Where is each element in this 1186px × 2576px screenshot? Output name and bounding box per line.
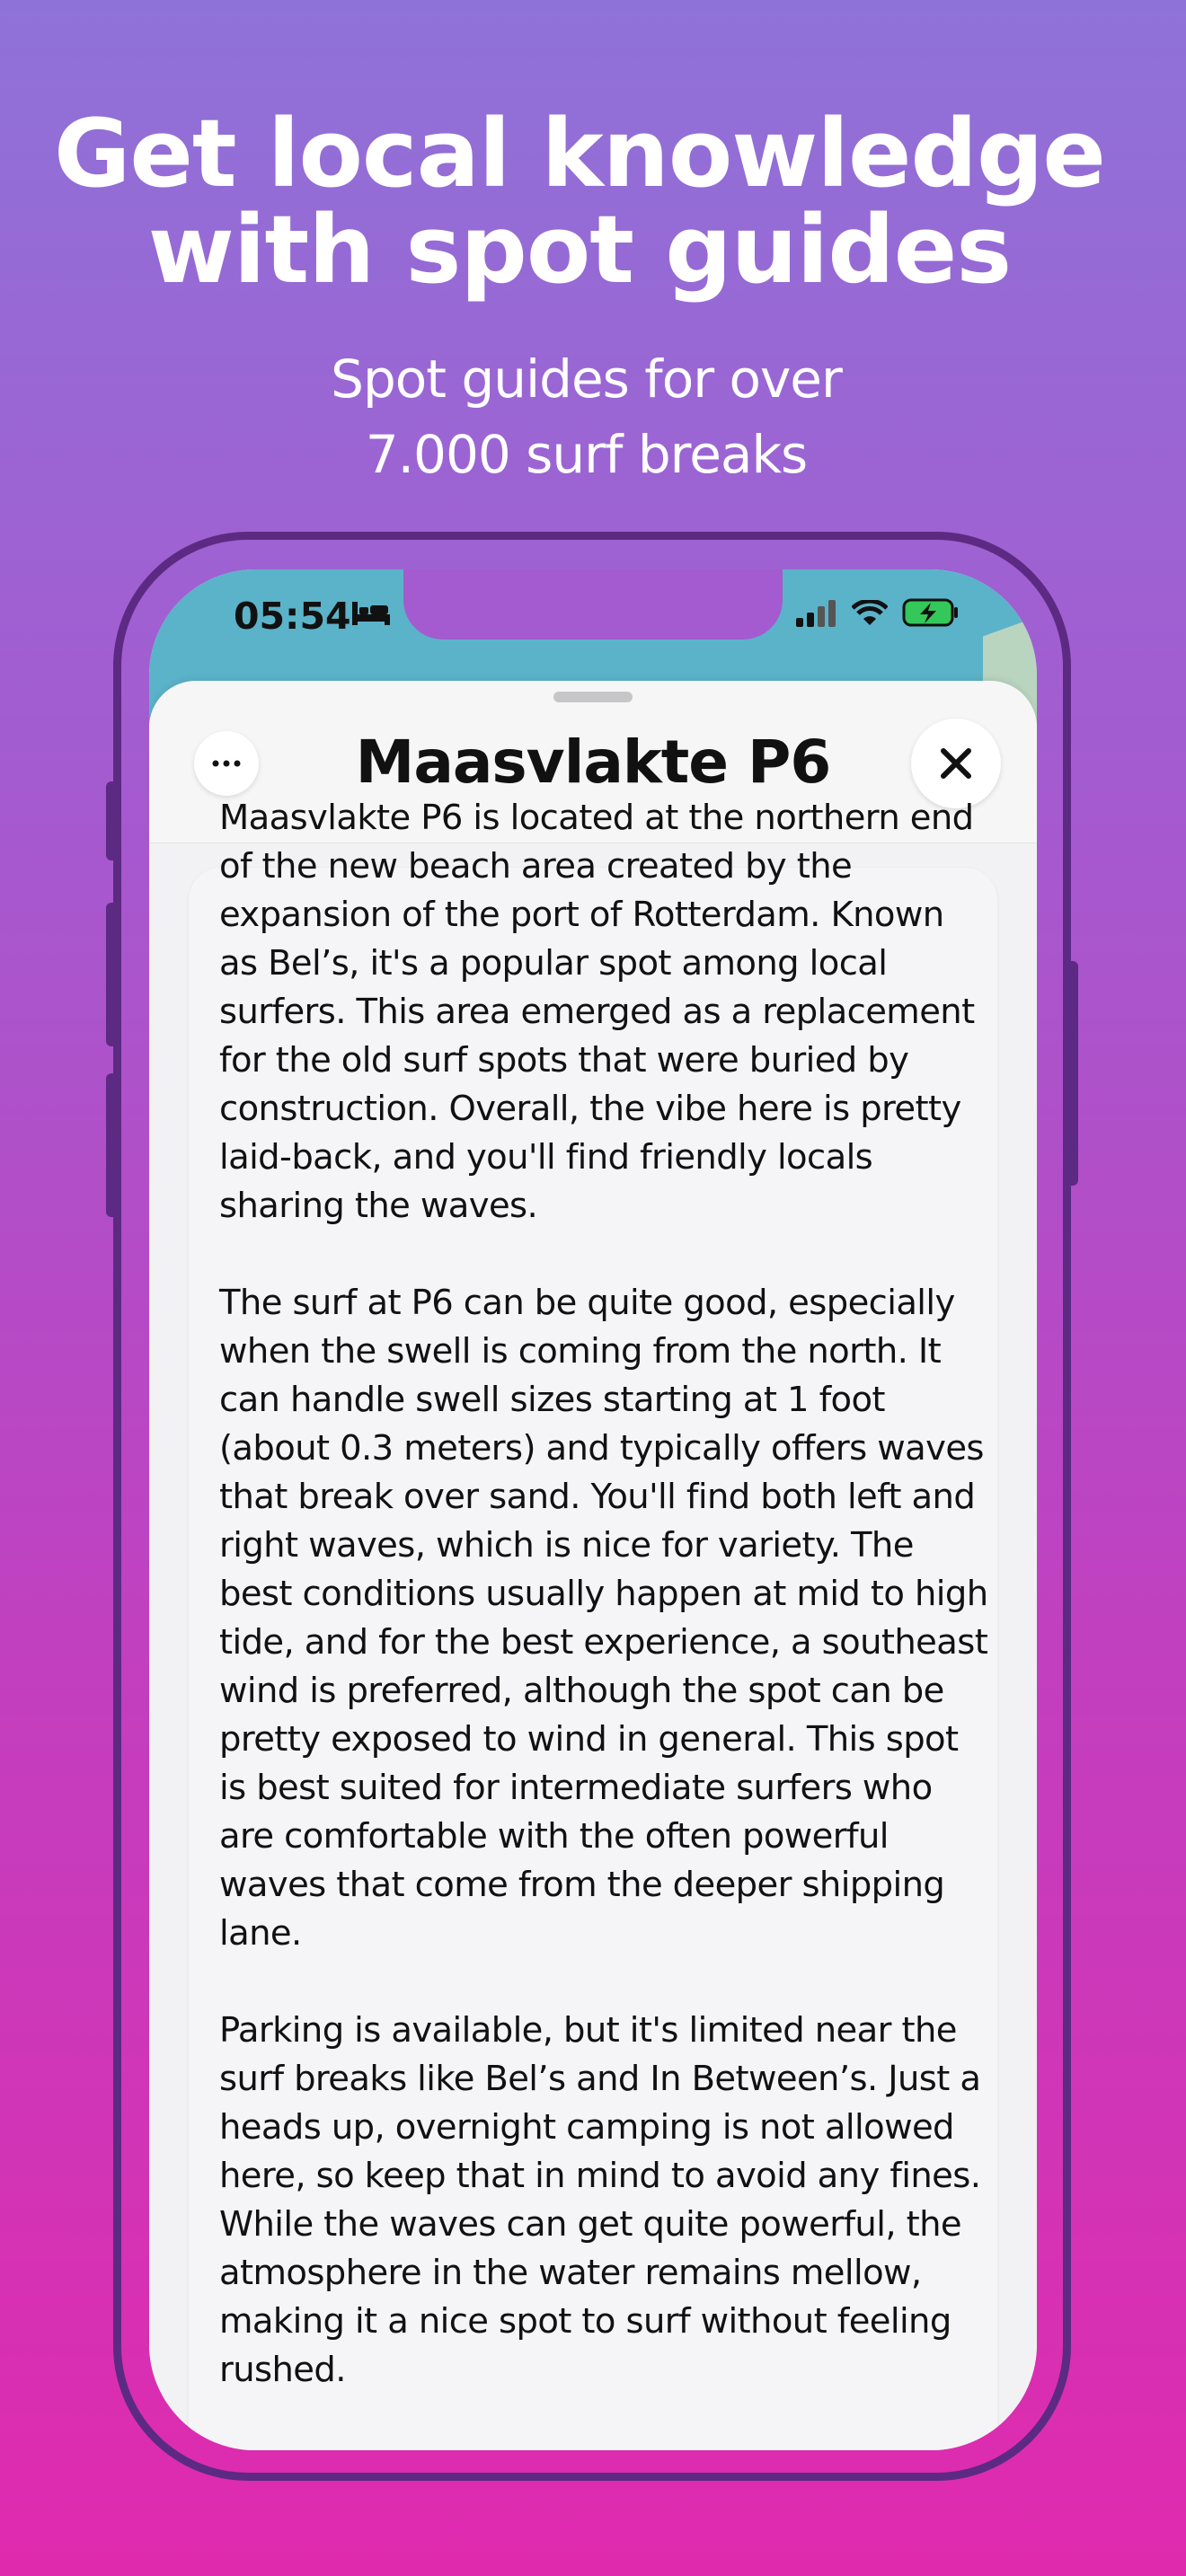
- phone-side-button: [106, 781, 120, 860]
- bed-icon: [350, 598, 392, 629]
- headline-line-1: Get local knowledge: [54, 99, 1105, 208]
- phone-notch: [403, 569, 783, 640]
- wifi-icon: [852, 600, 888, 627]
- spot-guide-paragraph-2: The surf at P6 can be quite good, especially when the swell is coming from the north. It can handle swell sizes starting at 1 foot (about 0.3 meters) and typically offers waves that break over sand. You'll find both left and right waves, which is nice for variety. The best conditions usually happen at mid to high tide, and for the best experience, a southeast wind is preferred, although the spot can be pretty exposed to wind in general. This spot is best suited for intermediate surfers who are comfortable with the often powerful waves that come from the deeper shipping lane.: [219, 1283, 988, 1954]
- spot-guide-text: [219, 794, 990, 2443]
- status-indicators: [796, 598, 960, 627]
- sheet-title: Maasvlakte P6: [355, 728, 831, 797]
- subheadline: [0, 341, 1173, 492]
- status-time: 05:54: [234, 595, 351, 638]
- close-icon: [940, 747, 972, 780]
- headline: [0, 99, 1159, 304]
- headline-line-2: with spot guides: [147, 195, 1012, 304]
- phone-volume-down-button: [106, 1073, 120, 1217]
- sheet-grabber-handle[interactable]: [553, 692, 633, 702]
- spot-guide-paragraph-3: Parking is available, but it's limited near the surf breaks like Bel’s and In Between’s. Just a heads up, overnight camping is not allowed here, so keep that in mind to avoid any fines. While the waves can get quite powerful, the atmosphere in the water remains mellow, making it a nice spot to surf without feeling rushed.: [219, 2010, 981, 2390]
- cellular-signal-icon: [796, 600, 837, 627]
- subheadline-line-2: 7.000 surf breaks: [365, 424, 808, 485]
- subheadline-line-1: Spot guides for over: [331, 348, 842, 410]
- phone-volume-up-button: [106, 903, 120, 1046]
- battery-charging-icon: [902, 598, 960, 627]
- phone-power-button: [1064, 961, 1078, 1186]
- spot-guide-paragraph-1: Maasvlakte P6 is located at the northern end of the new beach area created by the expansion of the port of Rotterdam. Known as Bel’s, it's a popular spot among local surfers. This area emerged as a replacement for the old surf spots that were buried by construction. Overall, the vibe here is pretty laid-back, and you'll find friendly locals sharing the waves.: [219, 798, 975, 1226]
- phone-screen: [149, 569, 1037, 2450]
